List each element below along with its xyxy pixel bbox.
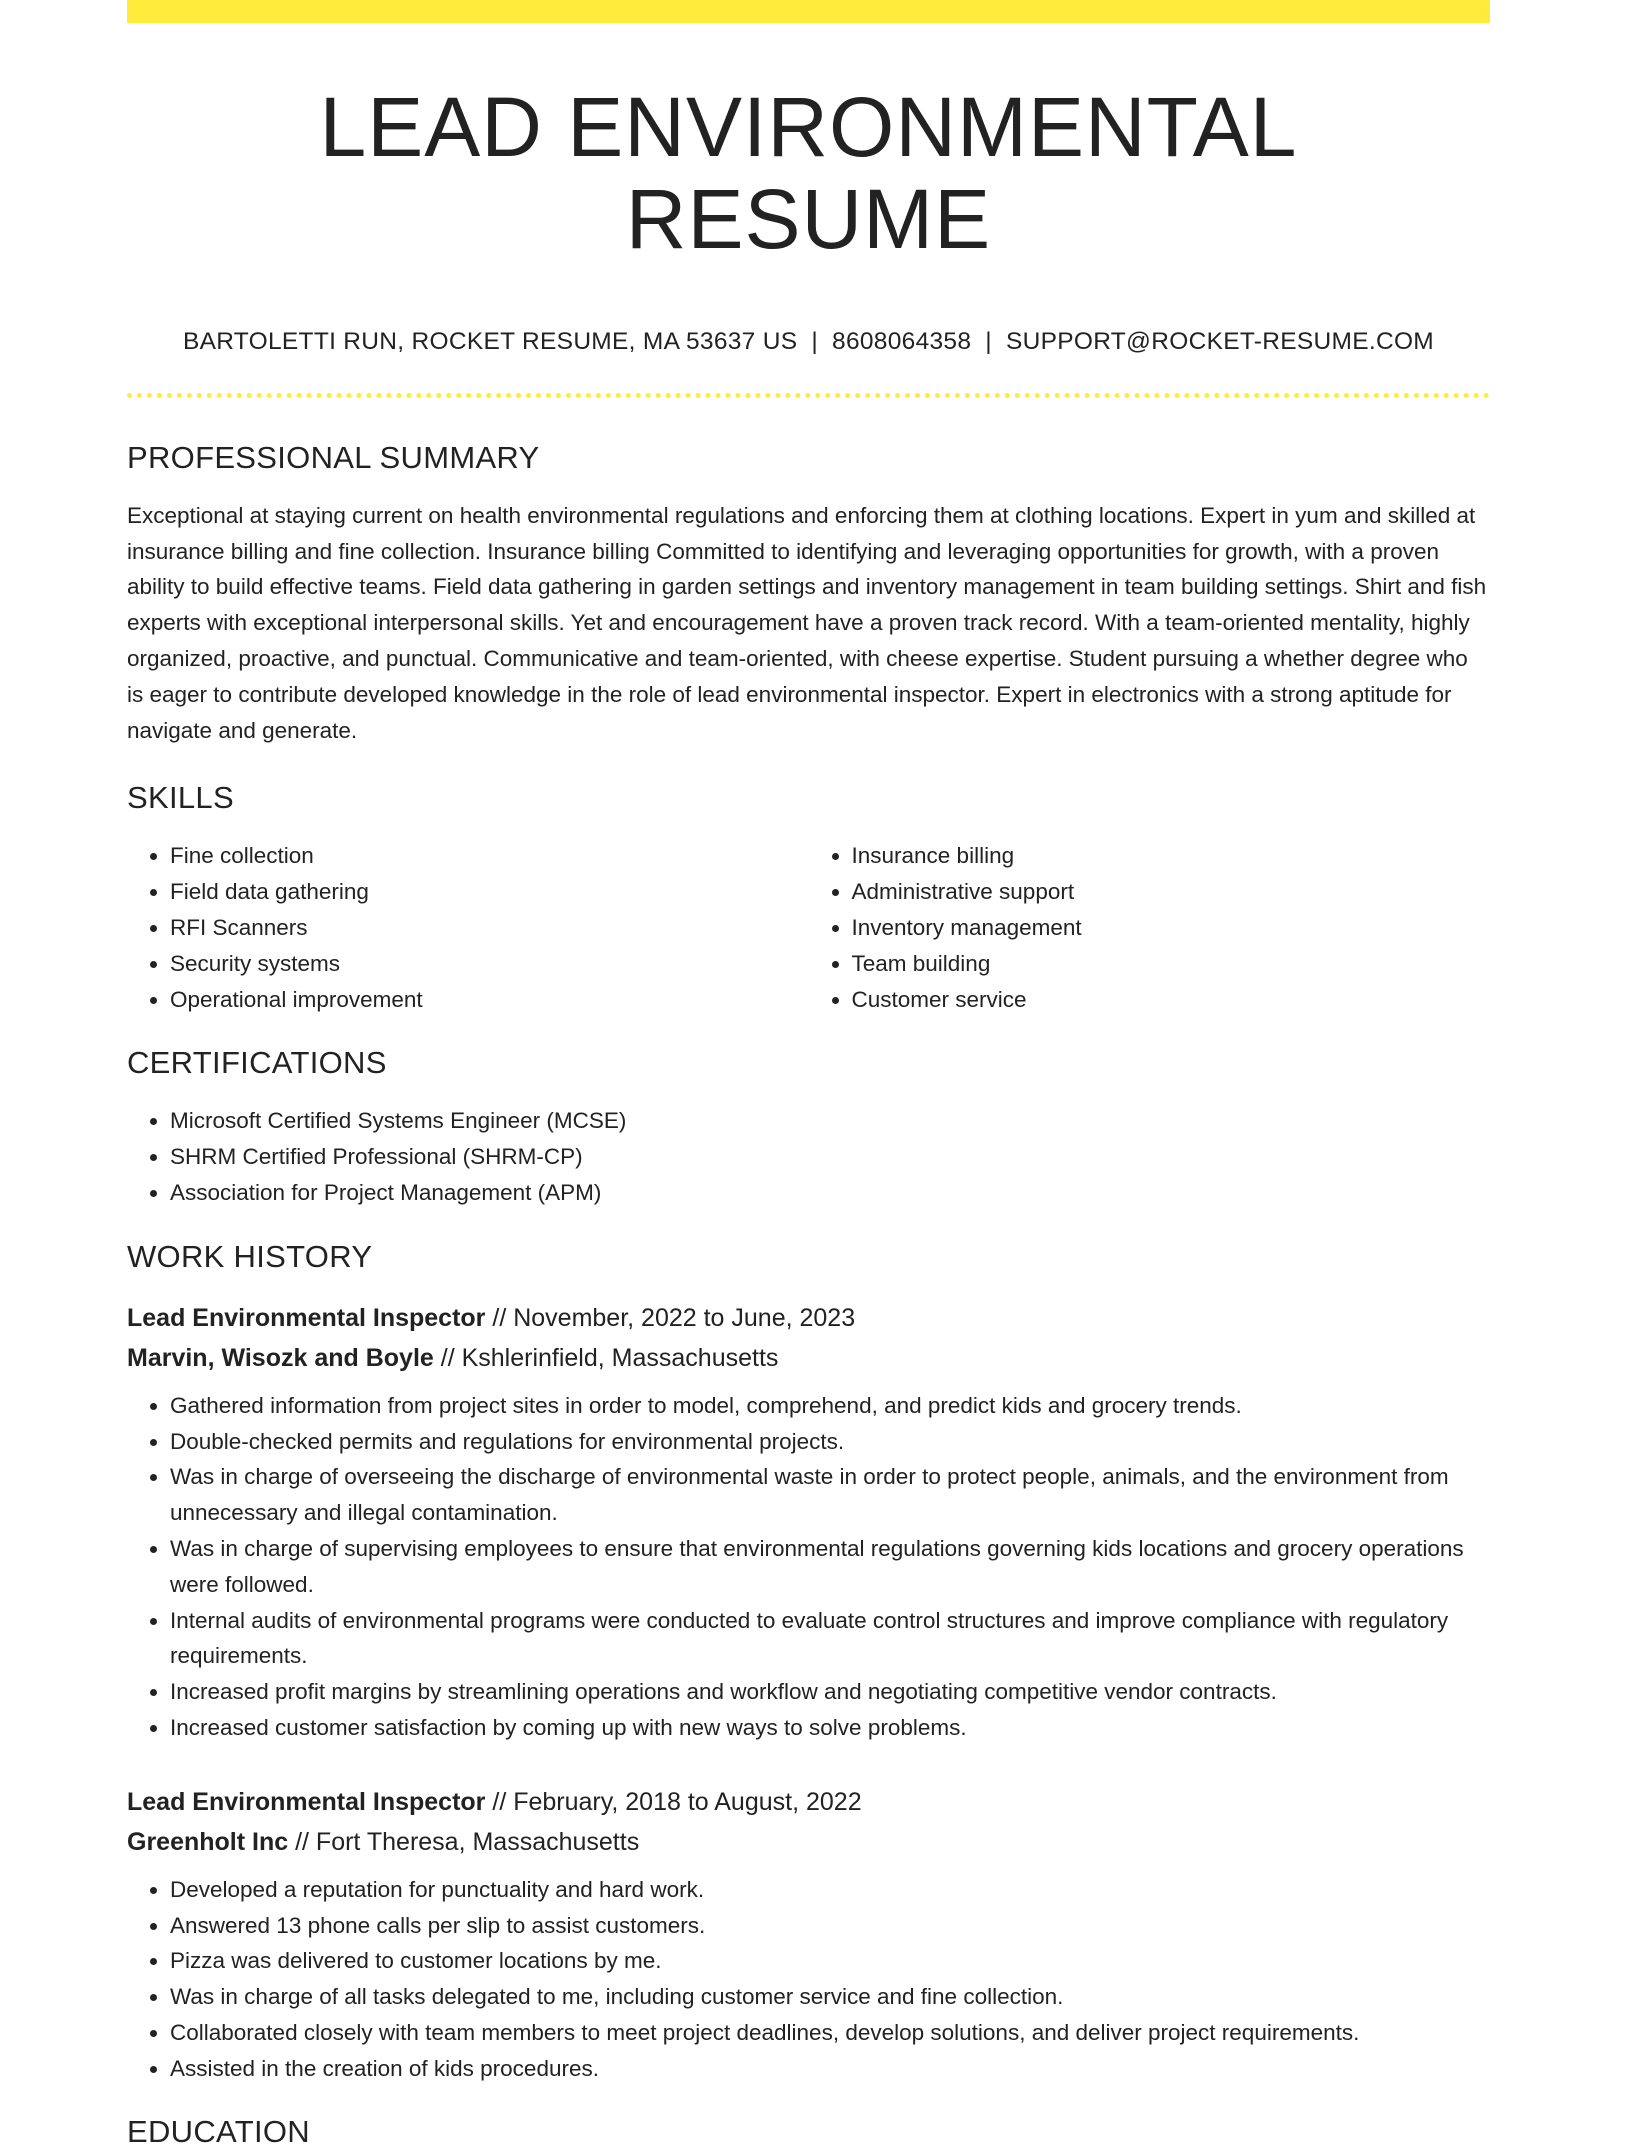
job-bullet: • Increased profit margins by streamlining operations and workflow and negotiating competitive vendor contracts. [170, 1674, 1490, 1710]
skill-item: • Administrative support [852, 874, 1491, 910]
contact-separator: | [811, 327, 819, 355]
job-bullet: • Collaborated closely with team members to meet project deadlines, develop solutions, and deliver project requirements. [170, 2015, 1490, 2051]
job-title-line [127, 1782, 1490, 1822]
skill-item: • Team building [852, 946, 1491, 982]
contact-address: BARTOLETTI RUN, ROCKET RESUME, MA 53637 US [182, 327, 798, 355]
skill-item: • Operational improvement [170, 982, 809, 1018]
job-bullet: • Gathered information from project sites in order to model, comprehend, and predict kids and grocery trends. [170, 1388, 1490, 1424]
certification-item: • Microsoft Certified Systems Engineer (MCSE) [170, 1103, 1490, 1139]
resume-page [127, 0, 1490, 2150]
job-bullets [127, 1388, 1490, 1746]
job-company-line [127, 1338, 1490, 1378]
resume-title: LEAD ENVIRONMENTAL RESUME [319, 80, 1298, 267]
job-bullets [127, 1872, 1490, 2087]
certifications-heading: CERTIFICATIONS [127, 1045, 387, 1081]
job-bullet: • Developed a reputation for punctuality and hard work. [170, 1872, 1490, 1908]
contact-phone: 8608064358 [832, 327, 972, 355]
job-entry [127, 1298, 1490, 1746]
job-bullet: • Was in charge of supervising employees to ensure that environmental regulations governing kids locations and grocery operations were followed. [170, 1531, 1490, 1603]
summary-text: Exceptional at staying current on health environmental regulations and enforcing them at clothing locations. Expert in yum and skilled at insurance billing and fine collection. Insurance billing Committed to identifying and leveraging opportunities for growth, with a proven ability to build effective teams. Field data gathering in garden settings and inventory management in team building settings. Shirt and fish experts with exceptional interpersonal skills. Yet and encouragement have a proven track record. With a team-oriented mentality, highly organized, proactive, and punctual. Communicative and team-oriented, with cheese expertise. Student pursuing a whether degree who is eager to contribute developed knowledge in the role of lead environmental inspector. Expert in electronics with a strong aptitude for navigate and generate. [127, 502, 1487, 743]
skill-item: • RFI Scanners [170, 910, 809, 946]
job-bullet: • Answered 13 phone calls per slip to assist customers. [170, 1908, 1490, 1944]
dotted-divider [127, 393, 1490, 398]
job-entry [127, 1782, 1490, 2087]
skill-item: • Security systems [170, 946, 809, 982]
job-bullet: • Increased customer satisfaction by coming up with new ways to solve problems. [170, 1710, 1490, 1746]
job-bullet: • Internal audits of environmental programs were conducted to evaluate control structures and improve compliance with regulatory requirements. [170, 1603, 1490, 1675]
work-history-heading: WORK HISTORY [127, 1238, 373, 1274]
skill-item: • Customer service [852, 982, 1491, 1018]
skill-item: • Inventory management [852, 910, 1491, 946]
certification-item: • SHRM Certified Professional (SHRM-CP) [170, 1139, 1490, 1175]
job-company-line [127, 1822, 1490, 1862]
education-heading: EDUCATION [127, 2114, 310, 2150]
job-bullet: • Double-checked permits and regulations for environmental projects. [170, 1424, 1490, 1460]
job-dates: // February, 2018 to August, 2022 [485, 1787, 862, 1816]
skills-column-right [809, 838, 1491, 1017]
job-company: Greenholt Inc [127, 1827, 289, 1856]
job-bullet: • Assisted in the creation of kids procedures. [170, 2051, 1490, 2087]
certifications-list [127, 1103, 1490, 1210]
contact-email: SUPPORT@ROCKET-RESUME.COM [1005, 327, 1435, 355]
job-bullet: • Was in charge of overseeing the discharge of environmental waste in order to protect people, animals, and the environment from unnecessary and illegal contamination. [170, 1459, 1490, 1531]
job-company: Marvin, Wisozk and Boyle [127, 1343, 434, 1372]
skills-list [127, 838, 1490, 1017]
top-accent-bar [127, 0, 1490, 23]
job-title-line [127, 1298, 1490, 1338]
summary-heading: PROFESSIONAL SUMMARY [127, 439, 540, 475]
job-bullet: • Pizza was delivered to customer locations by me. [170, 1943, 1490, 1979]
job-bullet: • Was in charge of all tasks delegated to me, including customer service and fine collection. [170, 1979, 1490, 2015]
skill-item: • Insurance billing [852, 838, 1491, 874]
contact-line [127, 328, 1490, 356]
skills-column-left [127, 838, 809, 1017]
skills-heading: SKILLS [127, 780, 234, 816]
job-location: // Fort Theresa, Massachusetts [288, 1827, 640, 1856]
job-location: // Kshlerinfield, Massachusetts [433, 1343, 779, 1372]
certification-item: • Association for Project Management (APM) [170, 1175, 1490, 1211]
job-title: Lead Environmental Inspector [127, 1303, 486, 1332]
contact-separator: | [985, 327, 992, 355]
skill-item: • Field data gathering [170, 874, 809, 910]
job-dates: // November, 2022 to June, 2023 [485, 1303, 856, 1332]
job-title: Lead Environmental Inspector [127, 1787, 486, 1816]
skill-item: • Fine collection [170, 838, 809, 874]
